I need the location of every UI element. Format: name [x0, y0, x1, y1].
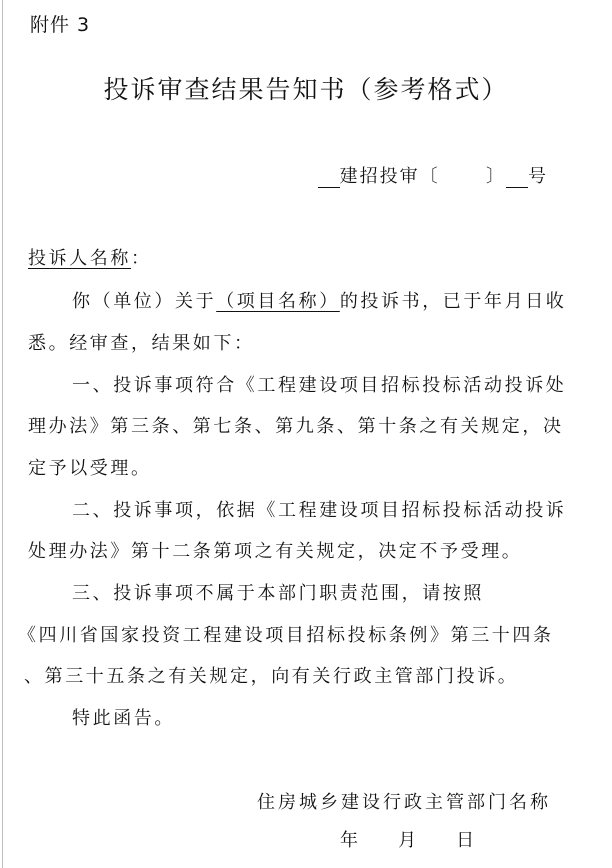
date-year: 年: [340, 830, 358, 851]
date-day: 日: [456, 830, 475, 851]
closing-line: 特此函告。: [72, 708, 175, 729]
doc-number-suffix: 号: [528, 166, 548, 187]
doc-number-prefix: 建招投审〔: [339, 166, 440, 187]
paragraph-2-line-2: 理办法》第三条、第七条、第九条、第十条之有关规定，决: [28, 416, 564, 437]
project-name-placeholder: （项目名称）: [216, 291, 340, 312]
p1-text-b: 的投诉书，已于年月日收: [339, 291, 567, 312]
attachment-label: 附件 3: [30, 14, 91, 36]
paragraph-1-line-2: 悉。经审查，结果如下：: [28, 333, 255, 354]
page-edge-line: [2, 0, 3, 868]
doc-number-blank-2: [506, 169, 528, 188]
document-title: 投诉审查结果告知书（参考格式）: [103, 75, 509, 104]
paragraph-4-line-2: 《四川省国家投资工程建设项目招标投标条例》第三十四条: [18, 625, 554, 646]
addressee-colon: ：: [131, 248, 152, 269]
paragraph-4-line-3: 、第三十五条之有关规定，向有关行政主管部门投诉。: [24, 666, 519, 687]
issuer-signature: 住房城乡建设行政主管部门名称: [257, 792, 551, 813]
p1-text-a: 你（单位）关于: [72, 291, 217, 312]
paragraph-2-line-3: 定予以受理。: [28, 458, 152, 479]
date-month: 月: [398, 830, 417, 851]
paragraph-4-line-1: 三、投诉事项不属于本部门职责范围，请按照: [72, 583, 484, 604]
document-number: [318, 162, 548, 188]
doc-number-blank-1: [318, 169, 340, 188]
issue-date: [340, 826, 474, 852]
paragraph-3-line-1: 二、投诉事项，依据《工程建设项目招标投标活动投诉: [72, 500, 567, 521]
addressee-line: [28, 244, 588, 270]
paragraph-2-line-1: 一、投诉事项符合《工程建设项目招标投标活动投诉处: [72, 375, 567, 396]
paragraph-3-line-2: 处理办法》第十二条第项之有关规定，决定不予受理。: [28, 541, 523, 562]
doc-number-middle: 〕: [486, 166, 506, 187]
addressee-name: 投诉人名称: [28, 248, 131, 269]
paragraph-1-line-1: [28, 287, 612, 313]
